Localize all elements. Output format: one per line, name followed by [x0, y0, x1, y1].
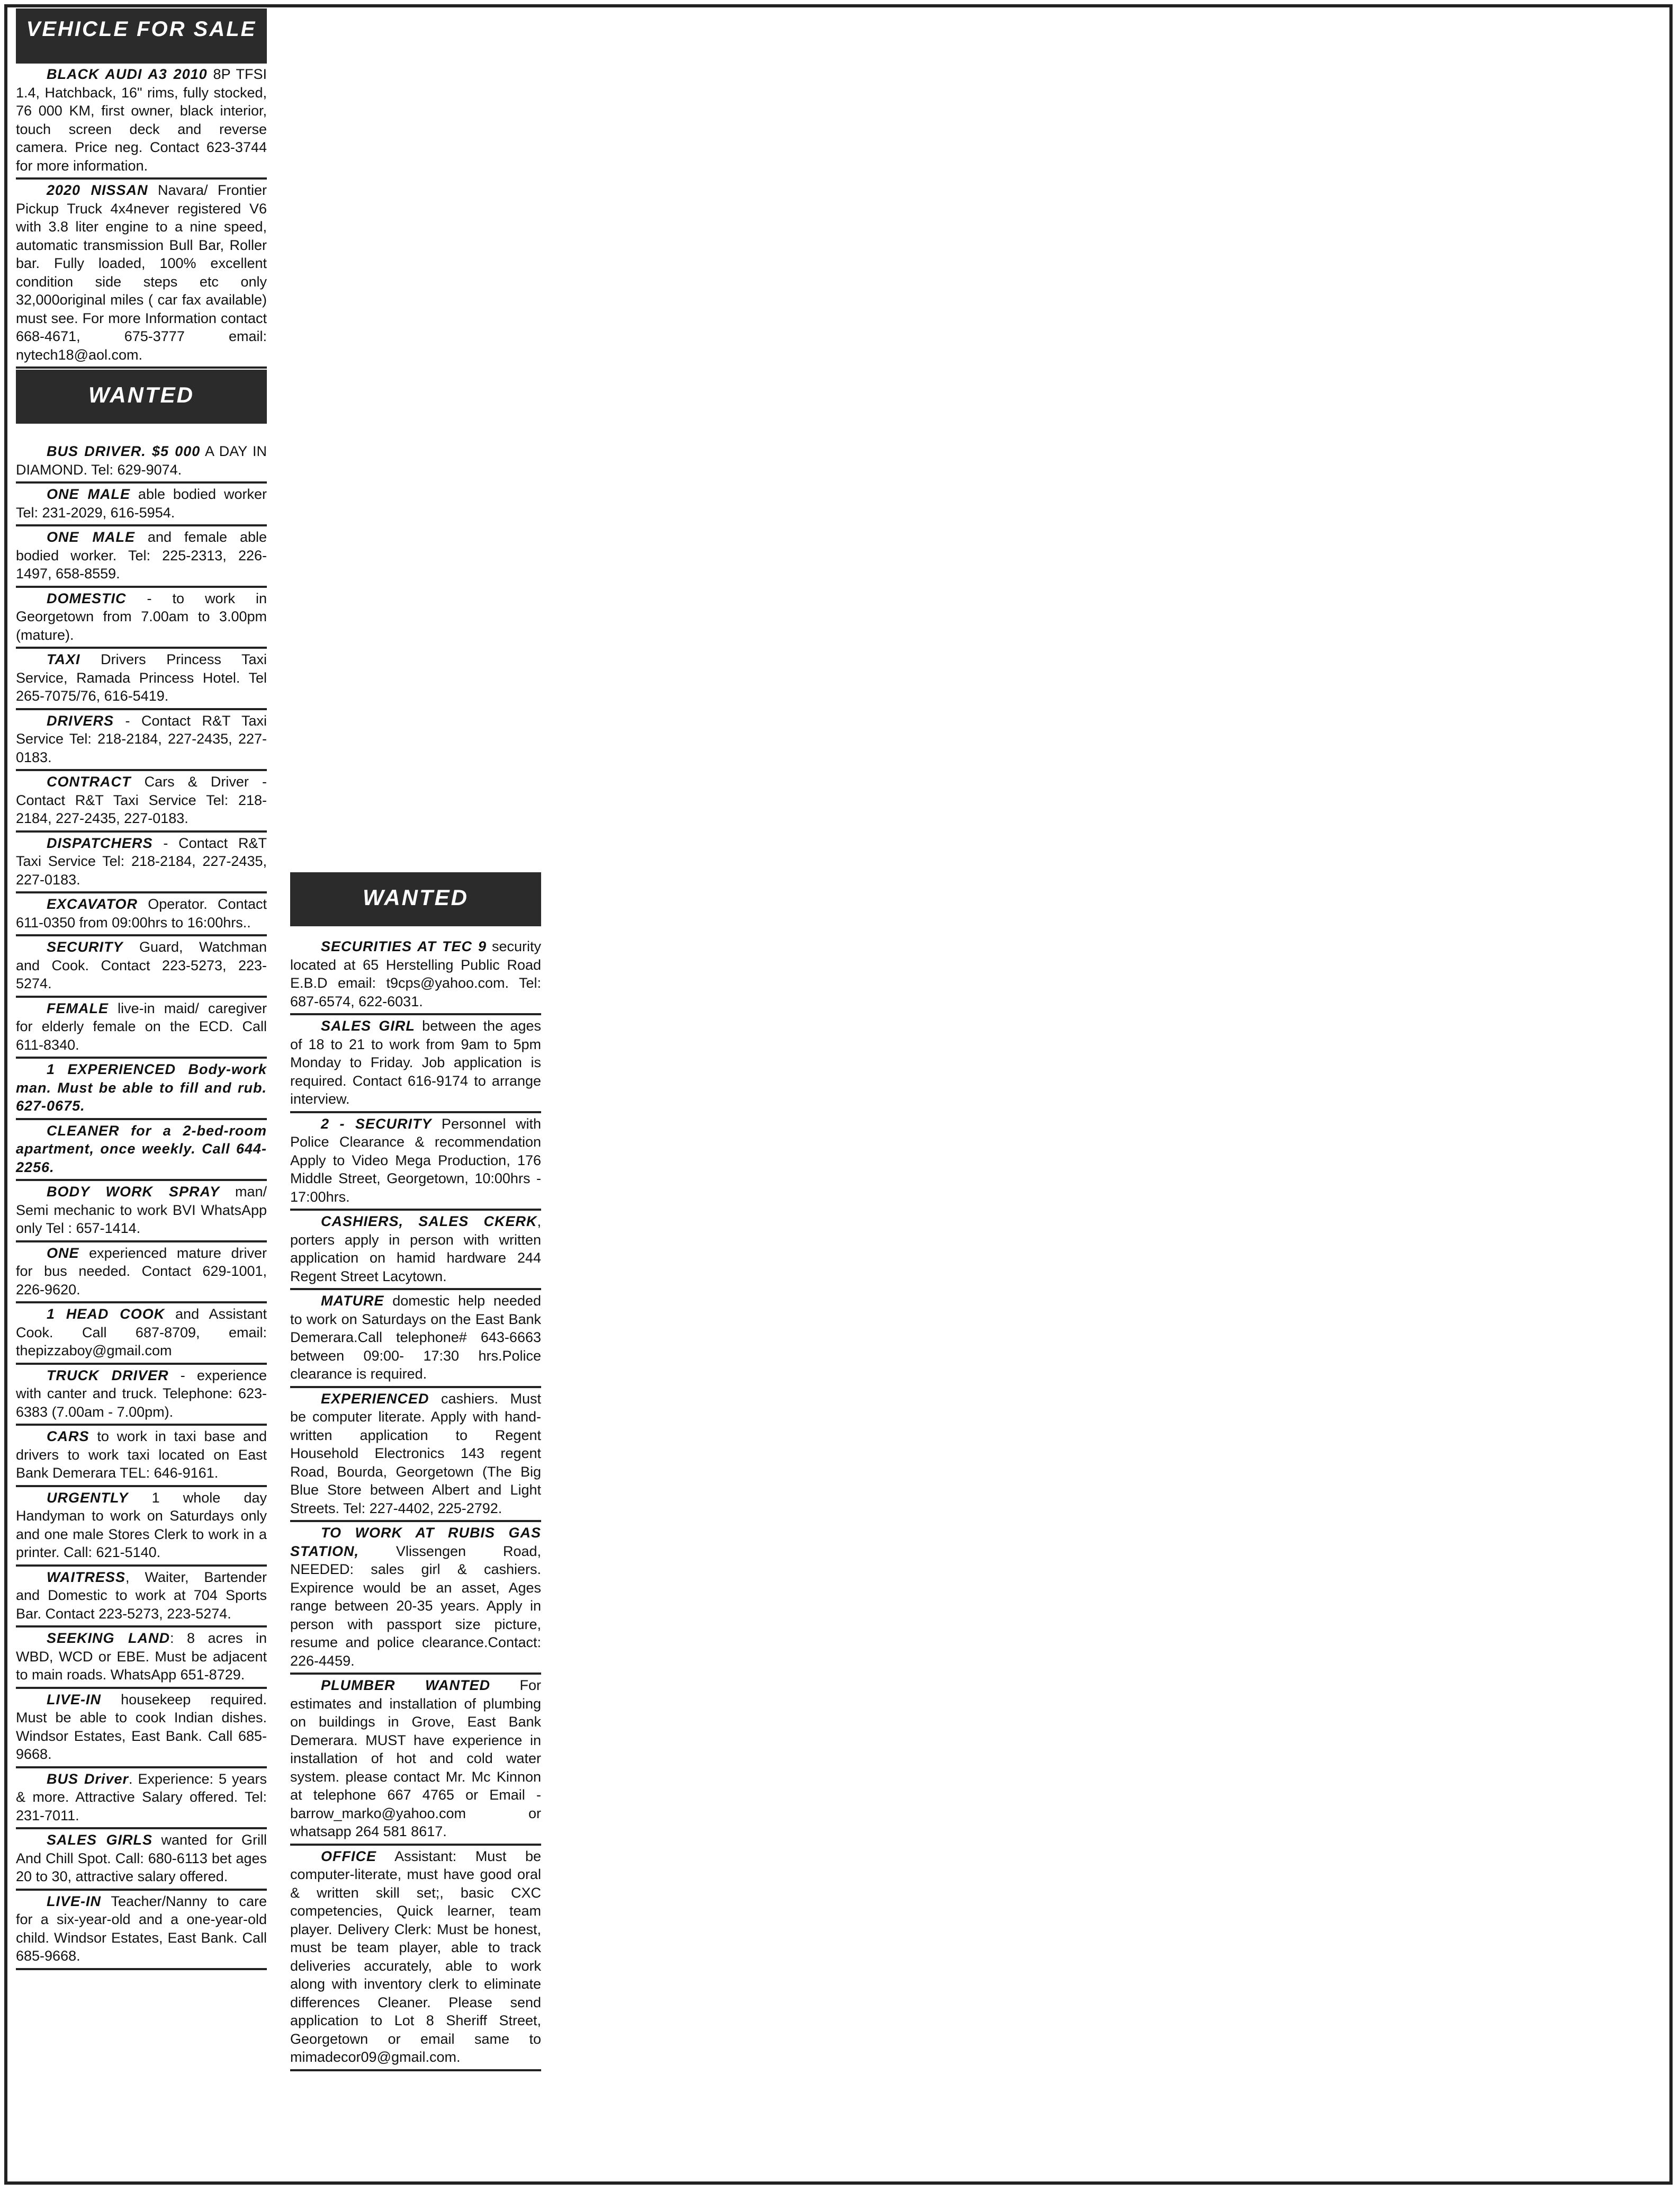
classified-ad [290, 1675, 541, 1846]
ad-body: 8P TFSI 1.4, Hatchback, 16" rims, fully stocked, 76 000 KM, first owner, black interior, touch screen deck and reverse camera. Price neg. Contact 623-3744 for more information. [16, 66, 267, 174]
ad-body: security located at 65 Herstelling Public Road E.B.D email: t9cps@yahoo.com. Tel: 687-6574, 622-6031. [290, 938, 541, 1009]
ad-heading: BUS DRIVER. $5 000 [47, 443, 201, 459]
ad-heading: BUS Driver [47, 1770, 129, 1787]
ad-heading: TAXI [47, 651, 80, 667]
ad-heading: TRUCK DRIVER [47, 1367, 169, 1383]
ad-heading: PLUMBER WANTED [321, 1677, 490, 1693]
classified-ad [16, 484, 267, 526]
ad-heading: SALES GIRLS [47, 1832, 152, 1848]
ad-heading: SECURITY [47, 939, 123, 955]
ad-heading: CONTRACT [47, 774, 131, 790]
classified-ad [16, 1426, 267, 1487]
classified-ad [16, 1487, 267, 1567]
ad-body: to work in taxi base and drivers to work taxi located on East Bank Demerara TEL: 646-9161. [16, 1428, 267, 1481]
classified-ad [290, 1211, 541, 1290]
classified-ad [16, 1891, 267, 1970]
ad-heading: 1 EXPERIENCED Body-work man. Must be able to fill and rub. 627-0675. [16, 1061, 267, 1114]
ad-heading: SECURITIES AT TEC 9 [321, 938, 487, 954]
ad-body: Drivers Princess Taxi Service, Ramada Princess Hotel. Tel 265-7075/76, 616-5419. [16, 651, 267, 704]
ad-body: able bodied worker Tel: 231-2029, 616-5954. [16, 486, 267, 521]
ad-heading: DOMESTIC [47, 590, 127, 606]
ad-heading: LIVE-IN [47, 1893, 102, 1909]
ad-body: - to work in Georgetown from 7.00am to 3.00pm (mature). [16, 590, 267, 643]
classified-ad [16, 526, 267, 588]
ad-body: and female able bodied worker. Tel: 225-2313, 226-1497, 658-8559. [16, 529, 267, 582]
classified-ad [16, 771, 267, 833]
ad-heading: BLACK AUDI A3 2010 [47, 66, 208, 82]
ad-heading: CARS [47, 1428, 89, 1444]
wanted-ads-list [16, 441, 267, 1970]
ad-heading: WAITRESS [47, 1569, 126, 1585]
ad-body: domestic help needed to work on Saturdays on the East Bank Demerara.Call telephone# 643-6663 between 09:00- 17:30 hrs.Police clearance is required. [290, 1293, 541, 1382]
ad-heading: SEEKING LAND [47, 1630, 170, 1646]
ad-body: , Waiter, Bartender and Domestic to work at 704 Sports Bar. Contact 223-5273, 223-5274. [16, 1569, 267, 1622]
ad-body: cashiers. Must be computer literate. Apply with hand-written application to Regent Household Electronics 143 regent Road, Bourda, Georgetown (The Big Blue Store between Albert and Light Streets. Tel: 227-4402, 225-2792. [290, 1390, 541, 1516]
classified-ad [16, 1059, 267, 1120]
ad-body: - Contact R&T Taxi Service Tel: 218-2184, 227-2435, 227-0183. [16, 835, 267, 888]
ad-heading: EXPERIENCED [321, 1390, 429, 1407]
classified-ad [16, 441, 267, 484]
classified-ad [16, 180, 267, 369]
ad-heading: ONE MALE [47, 529, 135, 545]
ad-body: man/ Semi mechanic to work BVI WhatsApp only Tel : 657-1414. [16, 1184, 267, 1236]
ad-body: wanted for Grill And Chill Spot. Call: 680-6113 bet ages 20 to 30, attractive salary offered. [16, 1832, 267, 1884]
section-header-wanted-2: WANTED [290, 872, 541, 926]
ad-heading: 2 - SECURITY [321, 1115, 432, 1132]
section-header-vehicle-for-sale: VEHICLE FOR SALE [16, 8, 267, 64]
ad-body: between the ages of 18 to 21 to work from 9am to 5pm Monday to Friday. Job application is required. Contact 616-9174 to arrange interview. [290, 1018, 541, 1107]
ad-body: live-in maid/ caregiver for elderly female on the ECD. Call 611-8340. [16, 1000, 267, 1053]
classified-ad [16, 1181, 267, 1242]
ad-heading: EXCAVATOR [47, 896, 138, 912]
vehicle-ads-list [16, 64, 267, 369]
classified-ad [290, 1113, 541, 1211]
ad-body: Cars & Driver - Contact R&T Taxi Service Tel: 218-2184, 227-2435, 227-0183. [16, 774, 267, 826]
column-1 [16, 8, 267, 1970]
ad-heading: URGENTLY [47, 1489, 129, 1506]
ad-body: , porters apply in person with written application on hamid hardware 244 Regent Street Lacytown. [290, 1213, 541, 1284]
ad-body: Personnel with Police Clearance & recommendation Apply to Video Mega Production, 176 Middle Street, Georgetown, 10:00hrs - 17:00hrs. [290, 1115, 541, 1205]
ad-heading: MATURE [321, 1293, 384, 1309]
ad-heading: DRIVERS [47, 712, 114, 729]
classified-ad [16, 649, 267, 710]
ad-body: : 8 acres in WBD, WCD or EBE. Must be adjacent to main roads. WhatsApp 651-8729. [16, 1630, 267, 1683]
ad-body: . Experience: 5 years & more. Attractive Salary offered. Tel: 231-7011. [16, 1770, 267, 1823]
classified-ad [290, 1846, 541, 2071]
classified-ad [290, 1388, 541, 1523]
classified-ad [16, 710, 267, 772]
classified-ad [290, 1522, 541, 1675]
ad-heading: SALES GIRL [321, 1018, 415, 1034]
classified-ad [16, 833, 267, 894]
ad-body: 1 whole day Handyman to work on Saturdays only and one male Stores Clerk to work in a printer. Call: 621-5140. [16, 1489, 267, 1560]
classified-ad [290, 1290, 541, 1388]
ad-heading: ONE MALE [47, 486, 130, 502]
ad-body: Navara/ Frontier Pickup Truck 4x4never registered V6 with 3.8 liter engine to a nine speed, automatic transmission Bull Bar, Roller bar. Fully loaded, 100% excellent condition side steps etc only 32,000original miles ( car fax available) must see. For more Information contact 668-4671, 675-3777 email: nytech18@aol.com. [16, 182, 267, 363]
ad-heading: ONE [47, 1245, 79, 1261]
ad-body: experienced mature driver for bus needed. Contact 629-1001, 226-9620. [16, 1245, 267, 1298]
classified-ad [16, 588, 267, 649]
classified-ad [16, 1365, 267, 1426]
classified-ad [16, 893, 267, 936]
ad-body: and Assistant Cook. Call 687-8709, email: thepizzaboy@gmail.com [16, 1306, 267, 1358]
classified-ad [16, 1120, 267, 1182]
classified-ad [16, 1567, 267, 1628]
classified-ad [16, 998, 267, 1059]
ad-heading: 1 HEAD COOK [47, 1306, 165, 1322]
ad-heading: 2020 NISSAN [47, 182, 148, 198]
ad-body: Assistant: Must be computer-literate, must have good oral & written skill set;, basic CXC competencies, Quick learner, team player. Delivery Clerk: Must be honest, must be team player, able to track deliveries accurately, able to work along with inventory clerk to eliminate differences Cleaner. Please send application to Lot 8 Sheriff Street, Georgetown or email same to mimadecor09@gmail.com. [290, 1848, 541, 2065]
classified-ad [290, 936, 541, 1015]
classified-ad [16, 1768, 267, 1830]
classified-ad [16, 1829, 267, 1891]
ad-heading: OFFICE [321, 1848, 376, 1864]
ad-body: Teacher/Nanny to care for a six-year-old and a one-year-old child. Windsor Estates, East Bank. Call 685-9668. [16, 1893, 267, 1964]
ad-body: A DAY IN DIAMOND. Tel: 629-9074. [16, 443, 267, 478]
classified-ad [16, 936, 267, 998]
ad-heading: FEMALE [47, 1000, 109, 1016]
classified-ad [16, 64, 267, 180]
ad-heading: TO WORK AT RUBIS GAS STATION, [290, 1525, 541, 1559]
ad-heading: DISPATCHERS [47, 835, 153, 851]
classified-ad [16, 1689, 267, 1768]
ad-body: - Contact R&T Taxi Service Tel: 218-2184, 227-2435, 227-0183. [16, 712, 267, 765]
ad-heading: CASHIERS, SALES CKERK [321, 1213, 537, 1229]
ad-heading: CLEANER for a 2-bed-room apartment, once weekly. Call 644-2256. [16, 1122, 267, 1175]
ad-heading: BODY WORK SPRAY [47, 1184, 220, 1200]
ad-body: For estimates and installation of plumbing on buildings in Grove, East Bank Demerara. MUST have experience in installation of hot and cold water system. please contact Mr. Mc Kinnon at telephone 667 4765 or Email - barrow_marko@yahoo.com or whatsapp 264 581 8617. [290, 1677, 541, 1839]
ad-heading: LIVE-IN [47, 1691, 102, 1707]
ad-body: Guard, Watchman and Cook. Contact 223-5273, 223-5274. [16, 939, 267, 991]
ad-body: Vlissengen Road, NEEDED: sales girl & cashiers. Expirence would be an asset, Ages range between 20-35 years. Apply in person with passport size picture, resume and police clearance.Contact: 226-4459. [290, 1543, 541, 1669]
classified-ad [16, 1242, 267, 1304]
wanted-ads-list-2 [290, 936, 541, 2071]
ad-body: Operator. Contact 611-0350 from 09:00hrs to 16:00hrs.. [16, 896, 267, 931]
section-header-wanted: WANTED [16, 370, 267, 424]
ad-body: housekeep required. Must be able to cook Indian dishes. Windsor Estates, East Bank. Call 685-9668. [16, 1691, 267, 1762]
classified-ad [290, 1015, 541, 1113]
column-2 [290, 872, 541, 2071]
classified-ad [16, 1627, 267, 1689]
ad-body: - experience with canter and truck. Telephone: 623-6383 (7.00am - 7.00pm). [16, 1367, 267, 1420]
classified-ad [16, 1303, 267, 1365]
